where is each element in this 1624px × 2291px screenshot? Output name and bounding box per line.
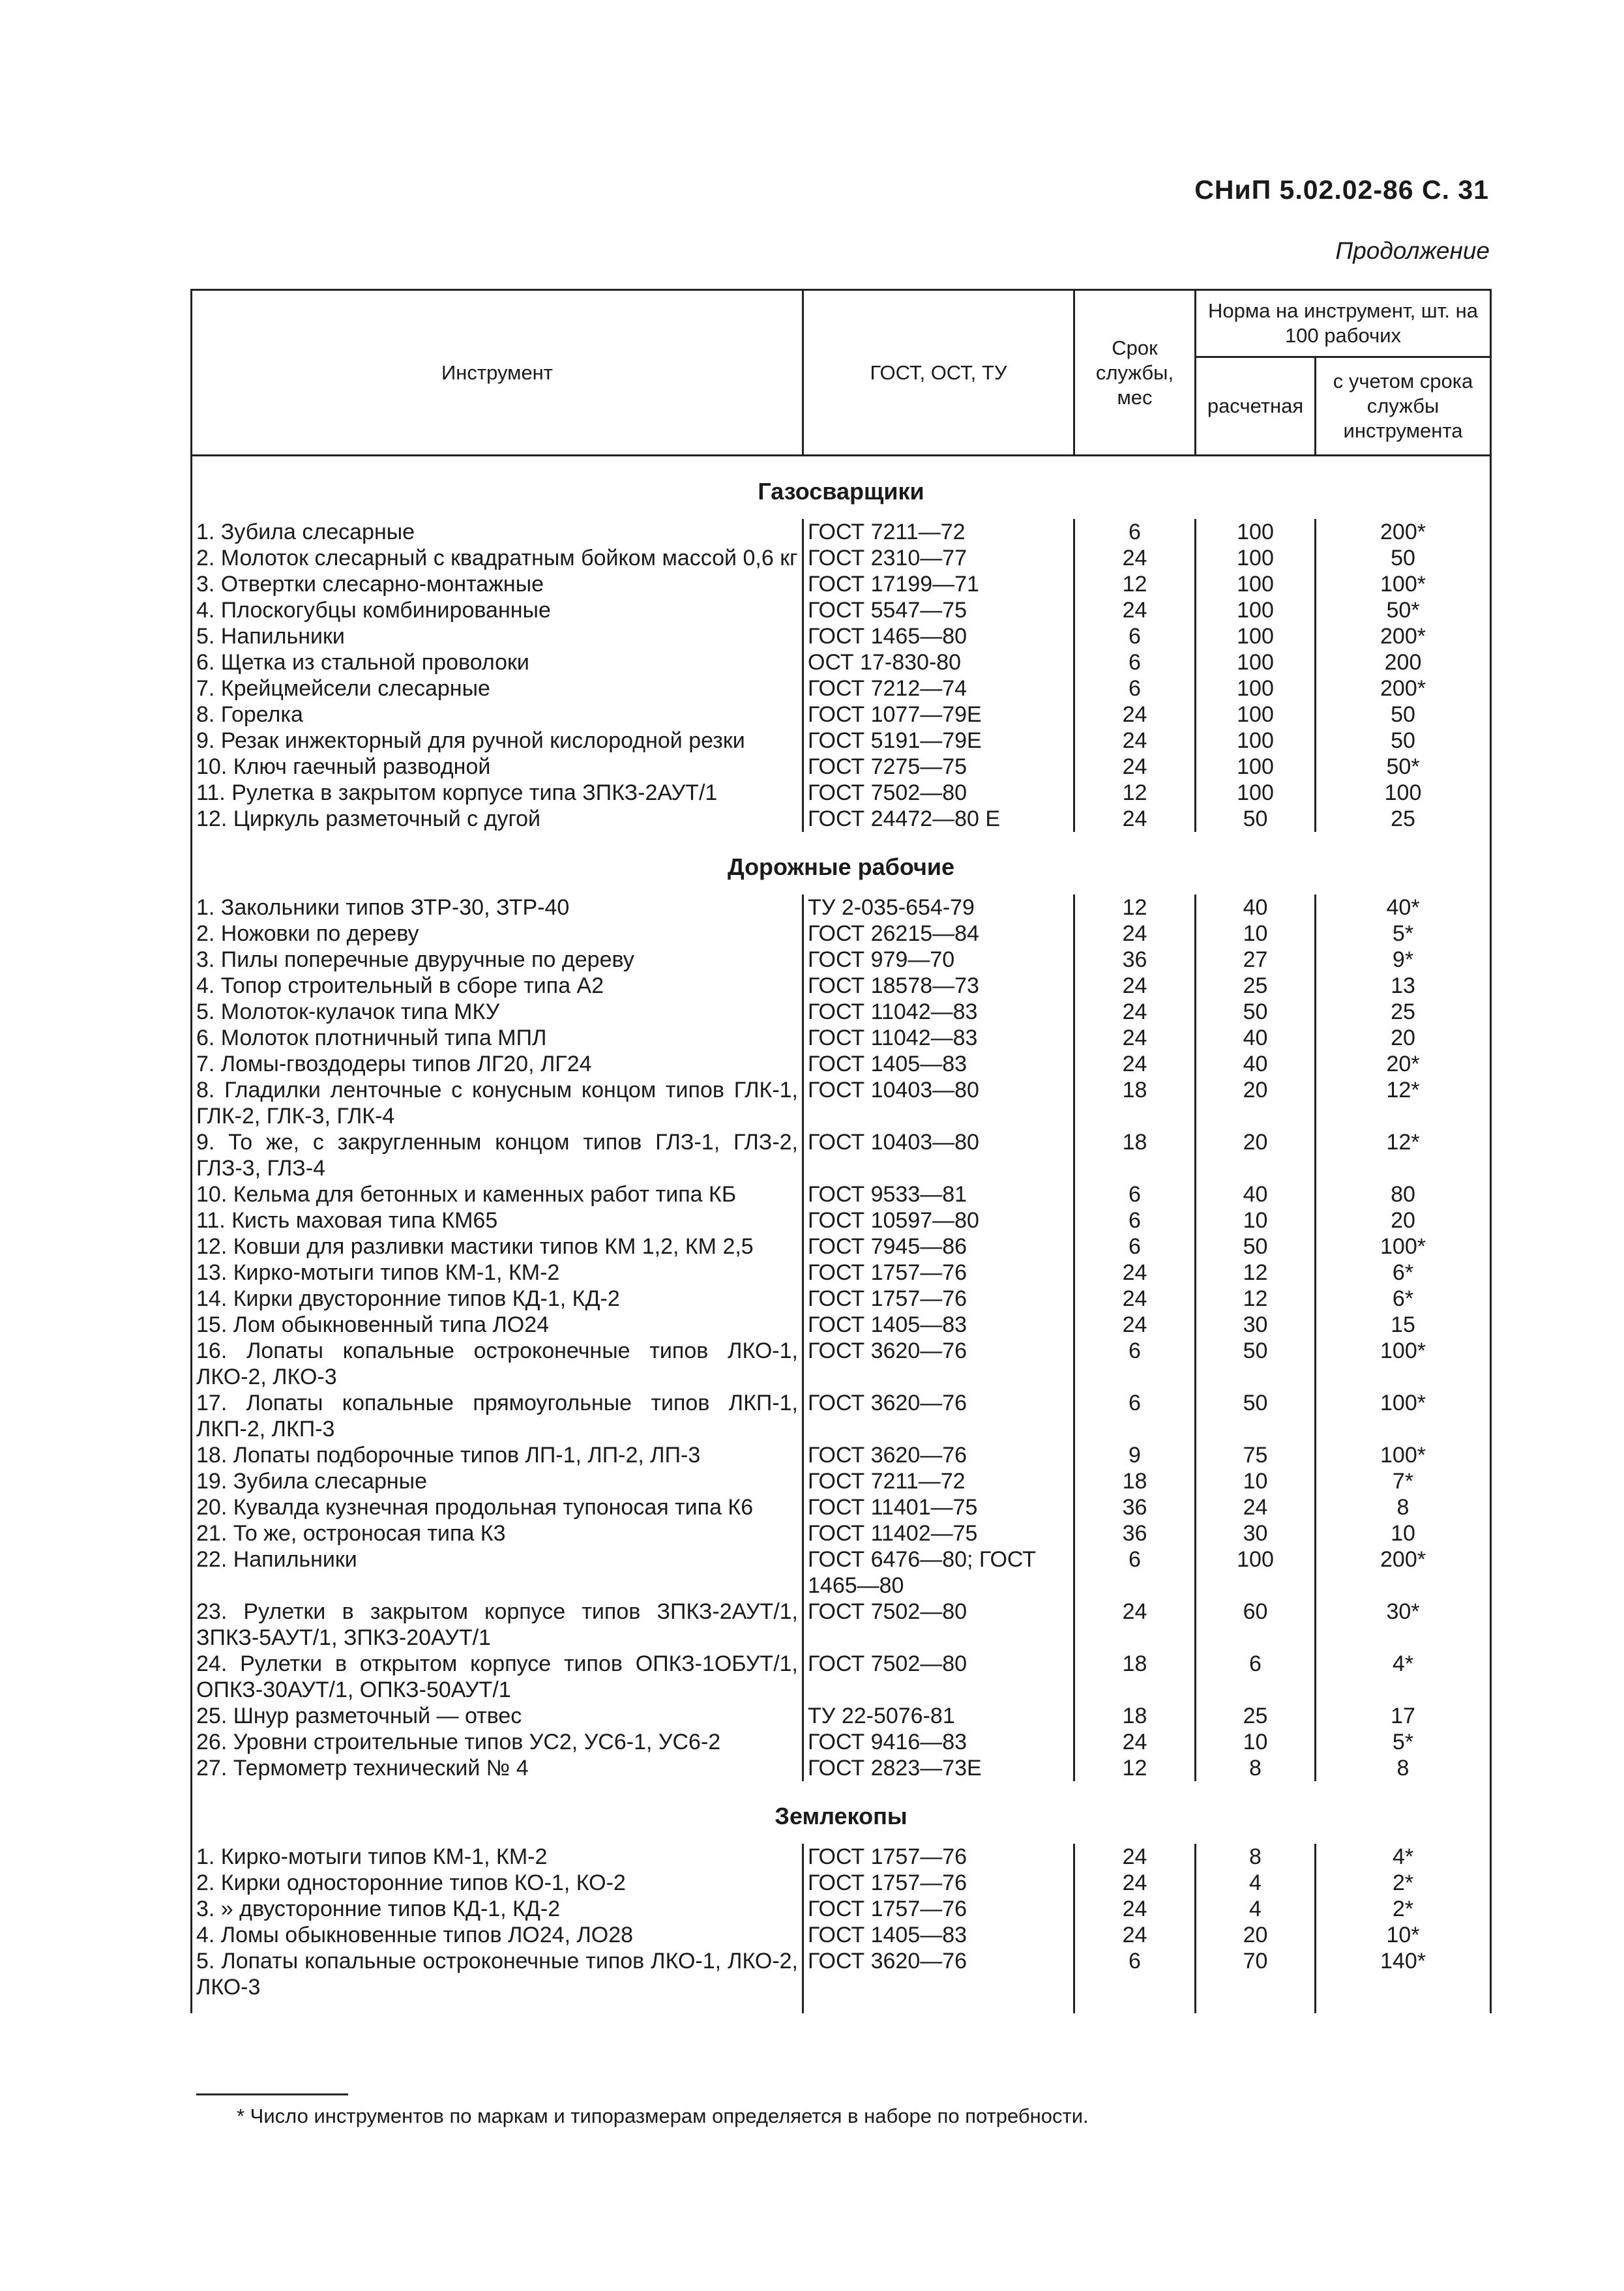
norm-calc-cell: 100 xyxy=(1196,571,1316,597)
table-row xyxy=(192,806,1491,832)
tool-name-cell: 15. Лом обыкновенный типа ЛО24 xyxy=(192,1312,803,1338)
norm-calc-cell: 30 xyxy=(1196,1312,1316,1338)
service-life-cell: 6 xyxy=(1074,623,1196,649)
standard-cell: ГОСТ 17199—71 xyxy=(803,571,1074,597)
tool-name-cell: 1. Кирко-мотыги типов КМ-1, КМ-2 xyxy=(192,1844,803,1870)
standard-cell: ГОСТ 3620—76 xyxy=(803,1338,1074,1390)
service-life-cell: 6 xyxy=(1074,1948,1196,2000)
spacer-cell xyxy=(1316,2000,1491,2013)
table-row xyxy=(192,1870,1491,1896)
tool-name-cell: 19. Зубила слесарные xyxy=(192,1468,803,1494)
standard-cell: ГОСТ 3620—76 xyxy=(803,1390,1074,1442)
tool-name-cell: 17. Лопаты копальные прямоугольные типов ЛКП-1, ЛКП-2, ЛКП-3 xyxy=(192,1390,803,1442)
norm-calc-cell: 100 xyxy=(1196,754,1316,780)
col-header-standard: ГОСТ, ОСТ, ТУ xyxy=(803,290,1074,456)
standard-cell: ГОСТ 1757—76 xyxy=(803,1286,1074,1312)
tool-name-cell: 24. Рулетки в открытом корпусе типов ОПКЗ-1ОБУТ/1, ОПКЗ-30АУТ/1, ОПКЗ-50АУТ/1 xyxy=(192,1651,803,1703)
norm-service-cell: 200* xyxy=(1316,675,1491,702)
standard-cell: ГОСТ 11402—75 xyxy=(803,1520,1074,1546)
norm-calc-cell: 100 xyxy=(1196,702,1316,728)
tool-name-cell: 10. Ключ гаечный разводной xyxy=(192,754,803,780)
service-life-cell: 24 xyxy=(1074,702,1196,728)
standard-cell: ГОСТ 10597—80 xyxy=(803,1207,1074,1234)
norm-calc-cell: 20 xyxy=(1196,1922,1316,1948)
service-life-cell: 24 xyxy=(1074,597,1196,623)
section-title: Землекопы xyxy=(192,1781,1491,1844)
norm-calc-cell: 27 xyxy=(1196,947,1316,973)
table-row xyxy=(192,1025,1491,1051)
table-row xyxy=(192,894,1491,921)
table-row xyxy=(192,1729,1491,1755)
table-row xyxy=(192,1546,1491,1599)
table-row xyxy=(192,728,1491,754)
norm-calc-cell: 100 xyxy=(1196,519,1316,545)
service-life-cell: 6 xyxy=(1074,519,1196,545)
standard-cell: ГОСТ 7502—80 xyxy=(803,780,1074,806)
norm-service-cell: 50* xyxy=(1316,597,1491,623)
standard-cell: ГОСТ 1405—83 xyxy=(803,1922,1074,1948)
tool-name-cell: 23. Рулетки в закрытом корпусе типов ЗПКЗ-2АУТ/1, ЗПКЗ-5АУТ/1, ЗПКЗ-20АУТ/1 xyxy=(192,1599,803,1651)
standard-cell: ГОСТ 10403—80 xyxy=(803,1077,1074,1129)
standard-cell: ГОСТ 7275—75 xyxy=(803,754,1074,780)
norm-service-cell: 25 xyxy=(1316,806,1491,832)
table-row xyxy=(192,1844,1491,1870)
table-row xyxy=(192,947,1491,973)
norm-service-cell: 4* xyxy=(1316,1651,1491,1703)
tool-name-cell: 11. Кисть маховая типа КМ65 xyxy=(192,1207,803,1234)
norm-service-cell: 100* xyxy=(1316,571,1491,597)
norm-service-cell: 20* xyxy=(1316,1051,1491,1077)
standard-cell: ГОСТ 1077—79Е xyxy=(803,702,1074,728)
norm-service-cell: 200 xyxy=(1316,649,1491,675)
service-life-cell: 12 xyxy=(1074,780,1196,806)
footnote-rule xyxy=(196,2093,348,2095)
norm-service-cell: 100* xyxy=(1316,1442,1491,1468)
table-header xyxy=(192,290,1491,456)
spacer-cell xyxy=(192,2000,803,2013)
table-row xyxy=(192,1651,1491,1703)
norm-calc-cell: 4 xyxy=(1196,1896,1316,1922)
norm-calc-cell: 10 xyxy=(1196,921,1316,947)
tool-name-cell: 2. Ножовки по дереву xyxy=(192,921,803,947)
norm-service-cell: 30* xyxy=(1316,1599,1491,1651)
standard-cell: ГОСТ 11042—83 xyxy=(803,999,1074,1025)
norm-calc-cell: 100 xyxy=(1196,623,1316,649)
norm-calc-cell: 8 xyxy=(1196,1844,1316,1870)
service-life-cell: 24 xyxy=(1074,1896,1196,1922)
service-life-cell: 24 xyxy=(1074,1844,1196,1870)
table-row xyxy=(192,1494,1491,1520)
service-life-cell: 6 xyxy=(1074,1234,1196,1260)
service-life-cell: 24 xyxy=(1074,1025,1196,1051)
standard-cell: ТУ 22-5076-81 xyxy=(803,1703,1074,1729)
service-life-cell: 18 xyxy=(1074,1468,1196,1494)
norm-calc-cell: 50 xyxy=(1196,1234,1316,1260)
norm-service-cell: 50 xyxy=(1316,702,1491,728)
tool-name-cell: 2. Молоток слесарный с квадратным бойком массой 0,6 кг xyxy=(192,545,803,571)
table-row xyxy=(192,1390,1491,1442)
norms-table xyxy=(190,289,1492,2013)
standard-cell: ГОСТ 11401—75 xyxy=(803,1494,1074,1520)
tool-name-cell: 12. Ковши для разливки мастики типов КМ 1,2, КМ 2,5 xyxy=(192,1234,803,1260)
norm-service-cell: 200* xyxy=(1316,623,1491,649)
tool-name-cell: 22. Напильники xyxy=(192,1546,803,1599)
service-life-cell: 18 xyxy=(1074,1077,1196,1129)
tool-name-cell: 16. Лопаты копальные остроконечные типов ЛКО-1, ЛКО-2, ЛКО-3 xyxy=(192,1338,803,1390)
standard-cell: ГОСТ 7211—72 xyxy=(803,1468,1074,1494)
table-row xyxy=(192,1922,1491,1948)
norm-service-cell: 6* xyxy=(1316,1260,1491,1286)
norm-calc-cell: 100 xyxy=(1196,675,1316,702)
standard-cell: ГОСТ 11042—83 xyxy=(803,1025,1074,1051)
service-life-cell: 6 xyxy=(1074,675,1196,702)
table-row xyxy=(192,1260,1491,1286)
tool-name-cell: 6. Щетка из стальной проволоки xyxy=(192,649,803,675)
tool-name-cell: 1. Зубила слесарные xyxy=(192,519,803,545)
service-life-cell: 24 xyxy=(1074,1051,1196,1077)
norm-service-cell: 9* xyxy=(1316,947,1491,973)
service-life-cell: 12 xyxy=(1074,571,1196,597)
service-life-cell: 12 xyxy=(1074,894,1196,921)
standard-cell: ТУ 2-035-654-79 xyxy=(803,894,1074,921)
table-row xyxy=(192,702,1491,728)
tool-name-cell: 7. Крейцмейсели слесарные xyxy=(192,675,803,702)
norm-service-cell: 20 xyxy=(1316,1025,1491,1051)
tool-name-cell: 2. Кирки односторонние типов КО-1, КО-2 xyxy=(192,1870,803,1896)
tool-name-cell: 10. Кельма для бетонных и каменных работ типа КБ xyxy=(192,1181,803,1207)
norm-calc-cell: 25 xyxy=(1196,1703,1316,1729)
standard-cell: ГОСТ 26215—84 xyxy=(803,921,1074,947)
service-life-cell: 6 xyxy=(1074,1338,1196,1390)
section-row xyxy=(192,456,1491,520)
tool-name-cell: 5. Лопаты копальные остроконечные типов ЛКО-1, ЛКО-2, ЛКО-3 xyxy=(192,1948,803,2000)
standard-cell: ГОСТ 5191—79Е xyxy=(803,728,1074,754)
table-row xyxy=(192,1599,1491,1651)
norm-service-cell: 15 xyxy=(1316,1312,1491,1338)
tool-name-cell: 3. Отвертки слесарно-монтажные xyxy=(192,571,803,597)
table-end-spacer xyxy=(192,2000,1491,2013)
tool-name-cell: 26. Уровни строительные типов УС2, УС6-1, УС6-2 xyxy=(192,1729,803,1755)
spacer-cell xyxy=(1196,2000,1316,2013)
norm-calc-cell: 50 xyxy=(1196,999,1316,1025)
table-row xyxy=(192,1051,1491,1077)
service-life-cell: 18 xyxy=(1074,1703,1196,1729)
norm-service-cell: 2* xyxy=(1316,1896,1491,1922)
norm-calc-cell: 12 xyxy=(1196,1286,1316,1312)
col-header-service-life: Срок службы, мес xyxy=(1074,290,1196,456)
tool-name-cell: 25. Шнур разметочный — отвес xyxy=(192,1703,803,1729)
norm-service-cell: 100* xyxy=(1316,1338,1491,1390)
tool-name-cell: 27. Термометр технический № 4 xyxy=(192,1755,803,1781)
tool-name-cell: 4. Ломы обыкновенные типов ЛО24, ЛО28 xyxy=(192,1922,803,1948)
tool-name-cell: 9. Резак инжекторный для ручной кислородной резки xyxy=(192,728,803,754)
norm-calc-cell: 6 xyxy=(1196,1651,1316,1703)
standard-cell: ГОСТ 1757—76 xyxy=(803,1260,1074,1286)
norm-service-cell: 13 xyxy=(1316,973,1491,999)
norm-calc-cell: 4 xyxy=(1196,1870,1316,1896)
tool-name-cell: 8. Гладилки ленточные с конусным концом типов ГЛК-1, ГЛК-2, ГЛК-3, ГЛК-4 xyxy=(192,1077,803,1129)
service-life-cell: 24 xyxy=(1074,754,1196,780)
norm-calc-cell: 25 xyxy=(1196,973,1316,999)
tool-name-cell: 1. Закольники типов ЗТР-30, ЗТР-40 xyxy=(192,894,803,921)
norm-service-cell: 5* xyxy=(1316,921,1491,947)
table-row xyxy=(192,519,1491,545)
standard-cell: ГОСТ 7212—74 xyxy=(803,675,1074,702)
standard-cell: ГОСТ 6476—80; ГОСТ 1465—80 xyxy=(803,1546,1074,1599)
norm-calc-cell: 60 xyxy=(1196,1599,1316,1651)
norm-calc-cell: 40 xyxy=(1196,894,1316,921)
tool-name-cell: 20. Кувалда кузнечная продольная тупоносая типа К6 xyxy=(192,1494,803,1520)
norm-service-cell: 200* xyxy=(1316,1546,1491,1599)
service-life-cell: 6 xyxy=(1074,1181,1196,1207)
norm-calc-cell: 100 xyxy=(1196,649,1316,675)
tool-name-cell: 14. Кирки двусторонние типов КД-1, КД-2 xyxy=(192,1286,803,1312)
norm-calc-cell: 40 xyxy=(1196,1051,1316,1077)
table-row xyxy=(192,921,1491,947)
table-row xyxy=(192,973,1491,999)
norm-calc-cell: 100 xyxy=(1196,597,1316,623)
tool-name-cell: 3. » двусторонние типов КД-1, КД-2 xyxy=(192,1896,803,1922)
norm-calc-cell: 30 xyxy=(1196,1520,1316,1546)
standard-cell: ОСТ 17-830-80 xyxy=(803,649,1074,675)
tool-name-cell: 4. Плоскогубцы комбинированные xyxy=(192,597,803,623)
table-row xyxy=(192,623,1491,649)
norm-service-cell: 25 xyxy=(1316,999,1491,1025)
tool-name-cell: 8. Горелка xyxy=(192,702,803,728)
norm-service-cell: 140* xyxy=(1316,1948,1491,2000)
table-row xyxy=(192,1948,1491,2000)
standard-cell: ГОСТ 1757—76 xyxy=(803,1844,1074,1870)
norm-service-cell: 8 xyxy=(1316,1494,1491,1520)
tool-name-cell: 6. Молоток плотничный типа МПЛ xyxy=(192,1025,803,1051)
norm-service-cell: 2* xyxy=(1316,1870,1491,1896)
norm-calc-cell: 75 xyxy=(1196,1442,1316,1468)
norm-service-cell: 20 xyxy=(1316,1207,1491,1234)
standard-cell: ГОСТ 1405—83 xyxy=(803,1312,1074,1338)
norm-calc-cell: 50 xyxy=(1196,1390,1316,1442)
table-row xyxy=(192,1181,1491,1207)
service-life-cell: 24 xyxy=(1074,728,1196,754)
norm-calc-cell: 40 xyxy=(1196,1181,1316,1207)
col-header-tool: Инструмент xyxy=(192,290,803,456)
standard-cell: ГОСТ 3620—76 xyxy=(803,1442,1074,1468)
table-row xyxy=(192,649,1491,675)
norm-calc-cell: 8 xyxy=(1196,1755,1316,1781)
service-life-cell: 24 xyxy=(1074,1260,1196,1286)
col-header-norm-calc: расчетная xyxy=(1196,357,1316,456)
service-life-cell: 6 xyxy=(1074,1546,1196,1599)
standard-cell: ГОСТ 18578—73 xyxy=(803,973,1074,999)
norm-service-cell: 50* xyxy=(1316,754,1491,780)
service-life-cell: 24 xyxy=(1074,999,1196,1025)
norm-calc-cell: 10 xyxy=(1196,1207,1316,1234)
service-life-cell: 24 xyxy=(1074,806,1196,832)
service-life-cell: 24 xyxy=(1074,1312,1196,1338)
norms-table-container xyxy=(190,289,1490,2013)
tool-name-cell: 5. Молоток-кулачок типа МКУ xyxy=(192,999,803,1025)
tool-name-cell: 9. То же, с закругленным концом типов ГЛЗ-1, ГЛЗ-2, ГЛЗ-3, ГЛЗ-4 xyxy=(192,1129,803,1181)
service-life-cell: 24 xyxy=(1074,1922,1196,1948)
norm-calc-cell: 20 xyxy=(1196,1129,1316,1181)
table-row xyxy=(192,545,1491,571)
table-row xyxy=(192,1207,1491,1234)
norm-service-cell: 100* xyxy=(1316,1390,1491,1442)
standard-cell: ГОСТ 7502—80 xyxy=(803,1651,1074,1703)
section-row xyxy=(192,1781,1491,1844)
section-title: Газосварщики xyxy=(192,456,1491,520)
norm-calc-cell: 70 xyxy=(1196,1948,1316,2000)
table-row xyxy=(192,1338,1491,1390)
service-life-cell: 24 xyxy=(1074,1870,1196,1896)
norm-calc-cell: 10 xyxy=(1196,1729,1316,1755)
norm-service-cell: 12* xyxy=(1316,1077,1491,1129)
table-row xyxy=(192,1703,1491,1729)
standard-cell: ГОСТ 3620—76 xyxy=(803,1948,1074,2000)
standard-cell: ГОСТ 24472—80 Е xyxy=(803,806,1074,832)
standard-cell: ГОСТ 7945—86 xyxy=(803,1234,1074,1260)
standard-cell: ГОСТ 7211—72 xyxy=(803,519,1074,545)
norm-calc-cell: 40 xyxy=(1196,1025,1316,1051)
norm-service-cell: 5* xyxy=(1316,1729,1491,1755)
service-life-cell: 6 xyxy=(1074,1207,1196,1234)
norm-calc-cell: 12 xyxy=(1196,1260,1316,1286)
table-row xyxy=(192,1312,1491,1338)
document-code: СНиП 5.02.02-86 С. 31 xyxy=(1194,175,1489,205)
norm-service-cell: 10* xyxy=(1316,1922,1491,1948)
service-life-cell: 36 xyxy=(1074,1494,1196,1520)
table-row xyxy=(192,1468,1491,1494)
norm-calc-cell: 24 xyxy=(1196,1494,1316,1520)
service-life-cell: 36 xyxy=(1074,947,1196,973)
tool-name-cell: 12. Циркуль разметочный с дугой xyxy=(192,806,803,832)
tool-name-cell: 5. Напильники xyxy=(192,623,803,649)
norm-service-cell: 8 xyxy=(1316,1755,1491,1781)
standard-cell: ГОСТ 9533—81 xyxy=(803,1181,1074,1207)
norm-calc-cell: 50 xyxy=(1196,1338,1316,1390)
standard-cell: ГОСТ 1757—76 xyxy=(803,1870,1074,1896)
table-row xyxy=(192,754,1491,780)
col-header-norm-service: с учетом срока службы инструмента xyxy=(1316,357,1491,456)
table-row xyxy=(192,1129,1491,1181)
tool-name-cell: 3. Пилы поперечные двуручные по дереву xyxy=(192,947,803,973)
standard-cell: ГОСТ 10403—80 xyxy=(803,1129,1074,1181)
service-life-cell: 12 xyxy=(1074,1755,1196,1781)
norm-service-cell: 6* xyxy=(1316,1286,1491,1312)
norm-calc-cell: 100 xyxy=(1196,1546,1316,1599)
norm-service-cell: 50 xyxy=(1316,545,1491,571)
table-row xyxy=(192,1520,1491,1546)
norm-service-cell: 100 xyxy=(1316,780,1491,806)
tool-name-cell: 13. Кирко-мотыги типов КМ-1, КМ-2 xyxy=(192,1260,803,1286)
service-life-cell: 24 xyxy=(1074,973,1196,999)
standard-cell: ГОСТ 2310—77 xyxy=(803,545,1074,571)
tool-name-cell: 4. Топор строительный в сборе типа А2 xyxy=(192,973,803,999)
table-body xyxy=(192,456,1491,2014)
norm-service-cell: 80 xyxy=(1316,1181,1491,1207)
service-life-cell: 24 xyxy=(1074,545,1196,571)
service-life-cell: 6 xyxy=(1074,1390,1196,1442)
table-row xyxy=(192,1896,1491,1922)
section-title: Дорожные рабочие xyxy=(192,832,1491,894)
standard-cell: ГОСТ 1405—83 xyxy=(803,1051,1074,1077)
norm-service-cell: 50 xyxy=(1316,728,1491,754)
standard-cell: ГОСТ 7502—80 xyxy=(803,1599,1074,1651)
standard-cell: ГОСТ 1465—80 xyxy=(803,623,1074,649)
table-row xyxy=(192,780,1491,806)
section-row xyxy=(192,832,1491,894)
table-row xyxy=(192,1442,1491,1468)
service-life-cell: 36 xyxy=(1074,1520,1196,1546)
service-life-cell: 9 xyxy=(1074,1442,1196,1468)
footnote-text: * Число инструментов по маркам и типоразмерам определяется в наборе по потребности. xyxy=(237,2105,1089,2127)
continuation-label: Продолжение xyxy=(1335,237,1490,264)
norm-service-cell: 200* xyxy=(1316,519,1491,545)
standard-cell: ГОСТ 2823—73Е xyxy=(803,1755,1074,1781)
service-life-cell: 24 xyxy=(1074,921,1196,947)
col-header-norm-group: Норма на инструмент, шт. на 100 рабочих xyxy=(1196,290,1491,357)
table-row xyxy=(192,1234,1491,1260)
norm-service-cell: 4* xyxy=(1316,1844,1491,1870)
norm-calc-cell: 50 xyxy=(1196,806,1316,832)
service-life-cell: 6 xyxy=(1074,649,1196,675)
table-row xyxy=(192,1077,1491,1129)
table-row xyxy=(192,1755,1491,1781)
service-life-cell: 24 xyxy=(1074,1599,1196,1651)
standard-cell: ГОСТ 1757—76 xyxy=(803,1896,1074,1922)
service-life-cell: 24 xyxy=(1074,1729,1196,1755)
norm-service-cell: 12* xyxy=(1316,1129,1491,1181)
standard-cell: ГОСТ 979—70 xyxy=(803,947,1074,973)
standard-cell: ГОСТ 9416—83 xyxy=(803,1729,1074,1755)
table-row xyxy=(192,1286,1491,1312)
norm-service-cell: 10 xyxy=(1316,1520,1491,1546)
tool-name-cell: 11. Рулетка в закрытом корпусе типа ЗПКЗ-2АУТ/1 xyxy=(192,780,803,806)
norm-calc-cell: 100 xyxy=(1196,728,1316,754)
service-life-cell: 18 xyxy=(1074,1651,1196,1703)
service-life-cell: 18 xyxy=(1074,1129,1196,1181)
norm-service-cell: 40* xyxy=(1316,894,1491,921)
tool-name-cell: 21. То же, остроносая типа К3 xyxy=(192,1520,803,1546)
spacer-cell xyxy=(1074,2000,1196,2013)
table-row xyxy=(192,571,1491,597)
norm-calc-cell: 100 xyxy=(1196,780,1316,806)
norm-service-cell: 100* xyxy=(1316,1234,1491,1260)
norm-service-cell: 17 xyxy=(1316,1703,1491,1729)
table-row xyxy=(192,597,1491,623)
norm-service-cell: 7* xyxy=(1316,1468,1491,1494)
standard-cell: ГОСТ 5547—75 xyxy=(803,597,1074,623)
tool-name-cell: 7. Ломы-гвоздодеры типов ЛГ20, ЛГ24 xyxy=(192,1051,803,1077)
norm-calc-cell: 20 xyxy=(1196,1077,1316,1129)
table-row xyxy=(192,999,1491,1025)
service-life-cell: 24 xyxy=(1074,1286,1196,1312)
norm-calc-cell: 10 xyxy=(1196,1468,1316,1494)
norm-calc-cell: 100 xyxy=(1196,545,1316,571)
tool-name-cell: 18. Лопаты подборочные типов ЛП-1, ЛП-2, ЛП-3 xyxy=(192,1442,803,1468)
spacer-cell xyxy=(803,2000,1074,2013)
table-row xyxy=(192,675,1491,702)
